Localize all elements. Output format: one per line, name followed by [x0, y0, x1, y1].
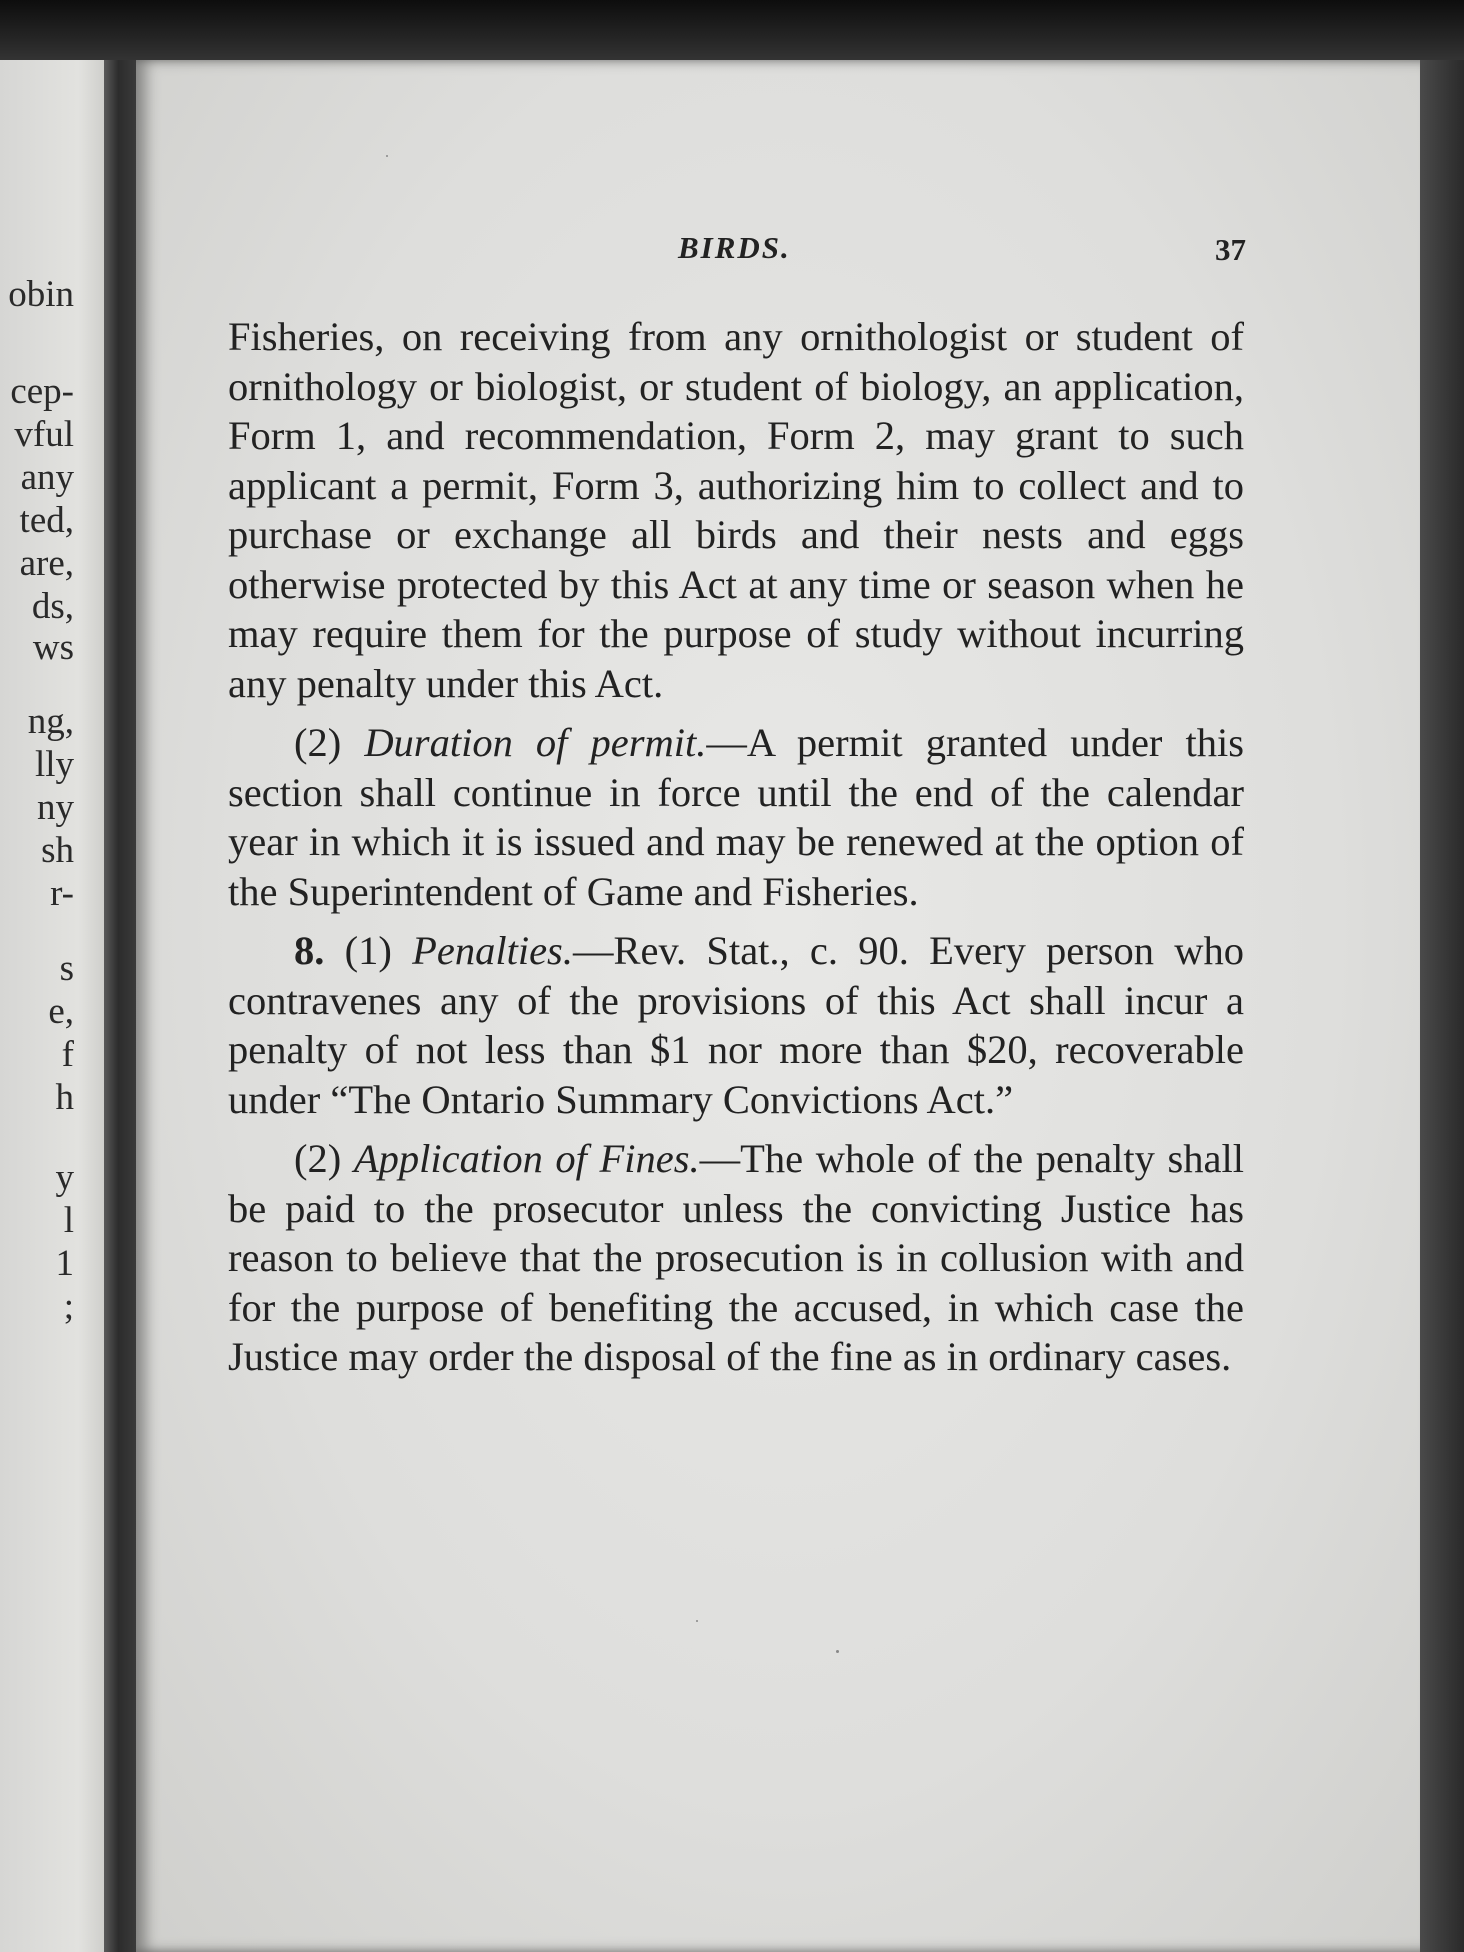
facing-page-text: r-	[50, 873, 74, 914]
facing-page-text: l	[63, 1200, 74, 1241]
paragraph-text: Fisheries, on receiving from any ornithologist or student of ornithology or biologist, or student of biology, an application, Form 1, and recommendation, Form 2, may grant to such applicant a permit, Form 3, authorizing him to collect and to purchase or exchange all birds and their nests and eggs otherwise protected by this Act at any time or season when he may require them for the purpose of study without incurring any penalty under this Act.	[228, 314, 1244, 706]
paragraph-text: —The whole of the penalty shall be paid to the prosecutor unless the convicting Justice has reason to believe that the prosecution is in collusion with and for the purpose of benefiting the accused, in which case the Justice may order the disposal of the fine as in ordinary cases.	[228, 1136, 1245, 1379]
facing-page-text: vful	[14, 414, 74, 455]
subsection-number: (2)	[294, 1136, 342, 1181]
facing-page-text: ny	[37, 787, 74, 828]
facing-page-text: are,	[19, 543, 74, 584]
facing-page-text: e,	[48, 991, 74, 1032]
facing-page-text: ted,	[19, 500, 74, 541]
page-header	[136, 230, 1246, 280]
facing-page-text: h	[55, 1077, 74, 1118]
facing-page-text: ws	[32, 627, 74, 668]
paragraph-text: —A permit granted under this section shall continue in force until the end of the calendar year in which it is issued and may be renewed at the option of the Superintendent of Game and Fisheries.	[228, 720, 1244, 914]
facing-page-text: lly	[34, 744, 74, 785]
page-body	[228, 312, 1244, 1390]
facing-page-text: any	[20, 457, 74, 498]
paragraph	[228, 926, 1244, 1124]
paragraph	[228, 718, 1244, 916]
facing-page-text: cep-	[10, 371, 74, 412]
book-gutter	[104, 60, 140, 1952]
running-head: BIRDS.	[678, 230, 791, 265]
paragraph	[228, 312, 1244, 708]
subsection-number: (2)	[294, 720, 342, 765]
page-number: 37	[1215, 232, 1246, 267]
paragraph-text: —Rev. Stat., c. 90. Every person who contravenes any of the provisions of this Act shall incur a penalty of not less than $1 nor more than $20, recoverable under “The Ontario Summary Convictions Act.”	[228, 928, 1245, 1122]
facing-page-text: obin	[8, 274, 74, 315]
paragraph	[228, 1134, 1244, 1382]
side-note: Duration of permit.	[364, 720, 707, 765]
facing-page-fragment	[0, 60, 112, 1952]
facing-page-text: ;	[63, 1286, 74, 1327]
facing-page-text: s	[59, 948, 74, 989]
section-number: 8.	[294, 928, 325, 973]
side-note: Penalties.	[412, 928, 573, 973]
facing-page-text: f	[61, 1034, 74, 1075]
facing-page-text: ds,	[31, 586, 74, 627]
facing-page-text: y	[55, 1157, 74, 1198]
page-edge	[1420, 60, 1464, 1952]
facing-page-text: 1	[55, 1243, 74, 1284]
facing-page-text: sh	[41, 830, 74, 871]
side-note: Application of Fines.	[353, 1136, 700, 1181]
facing-page-text: ng,	[27, 701, 74, 742]
subsection-number: (1)	[344, 928, 392, 973]
